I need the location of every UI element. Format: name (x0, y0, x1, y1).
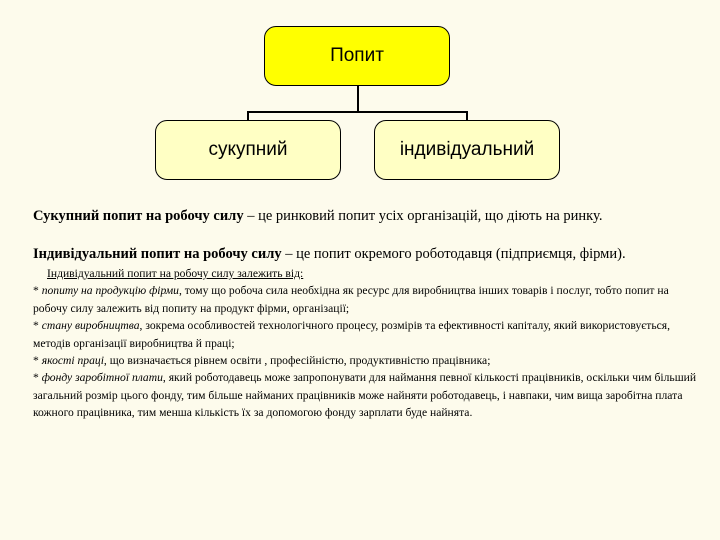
diagram-child-node-aggregate (155, 120, 341, 180)
factor-item (33, 369, 705, 421)
factor-bullet: * (33, 319, 42, 333)
definition-term: Сукупний попит на робочу силу (33, 208, 244, 224)
diagram-root-node (264, 26, 450, 86)
definition-individual-demand (33, 246, 626, 263)
factor-name: стану виробництва (41, 319, 140, 333)
factor-text: , тому що робоча сила необхідна як ресурс для виробництва інших товарів і послуг, тобто попит на робочу силу залежить від попиту на продукт фірми, організації; (33, 284, 669, 315)
factor-item (33, 317, 705, 352)
diagram-child-label: індивідуальний (399, 139, 535, 160)
factor-item (33, 352, 705, 369)
definition-text: – це попит окремого роботодавця (підприємця, фірми). (281, 246, 626, 262)
factors-heading: Індивідуальний попит на робочу силу залежить від: (47, 267, 304, 280)
factor-item (33, 282, 705, 317)
factor-text: , що визначається рівнем освіти , професійністю, продуктивністю працівника; (103, 354, 491, 368)
factor-bullet: * (33, 284, 42, 298)
definition-text: – це ринковий попит усіх організацій, що діють на ринку. (243, 208, 603, 224)
factor-text: , який роботодавець може запропонувати для наймання певної кількості працівників, оскільки чим більший загальний розмір цього фонду, тим більше найманих працівників може найняти роботодавець, і навпаки, чим вища заробітна плата кожного працівника, тим менша кількість їх за допомогою фонду зарплати буде найнята. (33, 371, 697, 420)
definition-term: Індивідуальний попит на робочу силу (33, 246, 282, 262)
factor-name: якості праці (41, 354, 104, 368)
diagram-child-node-individual (374, 120, 560, 180)
factor-name: фонду заробітної плати (41, 371, 163, 385)
diagram-child-label: сукупний (208, 139, 288, 160)
factor-name: попиту на продукцію фірми (41, 284, 179, 298)
connector-line (357, 86, 359, 112)
factors-section (33, 265, 705, 422)
connector-line (248, 111, 467, 113)
factor-text: , зокрема особливостей технологічного процесу, розмірів та ефективності капіталу, який використовується, методів організації виробництва й праці; (33, 319, 670, 350)
diagram-root-label: Попит (330, 45, 384, 66)
factor-bullet: * (33, 354, 42, 368)
connector-line (247, 111, 249, 120)
definition-aggregate-demand (33, 208, 602, 225)
connector-line (466, 111, 468, 120)
factor-bullet: * (33, 371, 42, 385)
